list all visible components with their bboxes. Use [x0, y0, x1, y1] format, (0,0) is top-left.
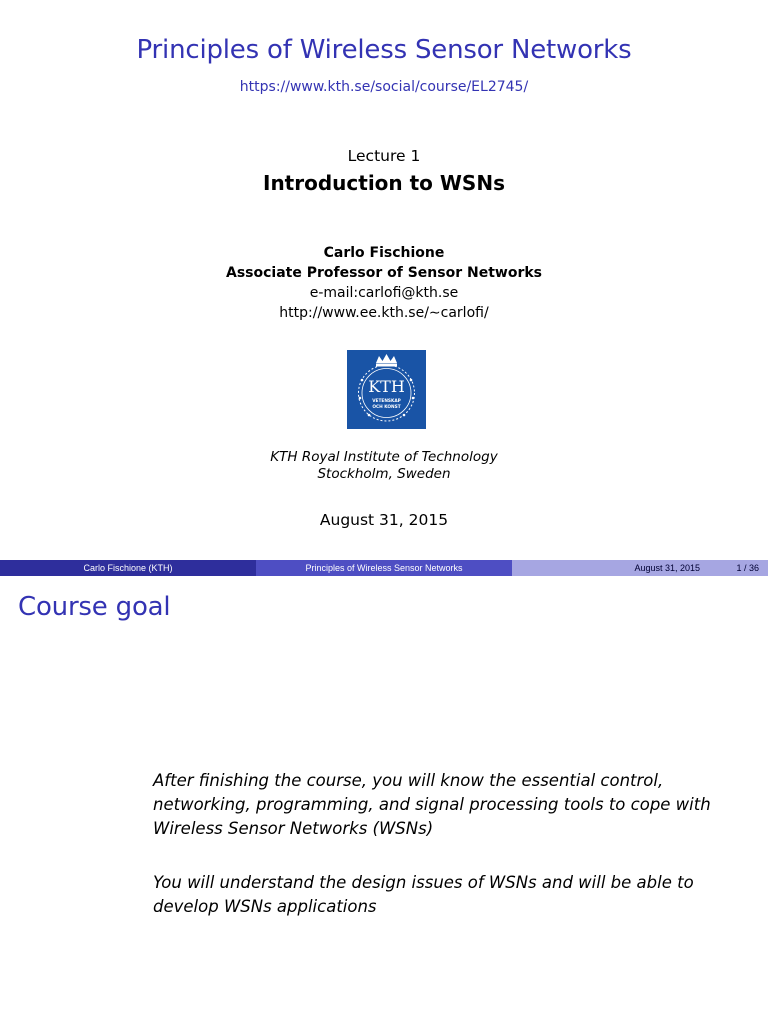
author-role: Associate Professor of Sensor Networks — [225, 265, 543, 281]
course-goal-slide — [0, 576, 768, 1024]
goal-paragraph-2: You will understand the design issues of WSNs and will be able to develop WSNs applications — [153, 873, 694, 916]
goal-paragraph-1: After finishing the course, you will know the essential control, networking, programming, and signal processing tools to cope with Wireless Sensor Networks (WSNs) — [153, 771, 711, 838]
presentation-title: Principles of Wireless Sensor Networks — [136, 35, 632, 65]
footer-date: August 31, 2015 — [634, 563, 700, 573]
logo-motto-2: OCH KONST — [372, 405, 401, 410]
author-email: e-mail:carlofi@kth.se — [309, 285, 459, 301]
author-name: Carlo Fischione — [323, 245, 445, 261]
logo-motto-1: VETENSKAP — [372, 399, 401, 404]
kth-logo-icon — [347, 350, 426, 429]
footer-title: Principles of Wireless Sensor Networks — [256, 560, 512, 576]
lecture-number: Lecture 1 — [347, 147, 421, 165]
logo-text: KTH — [368, 377, 405, 396]
footer-page-number: 1 / 36 — [736, 563, 759, 573]
slide-footer — [0, 560, 768, 576]
institution-name: KTH Royal Institute of Technology — [270, 449, 498, 465]
author-website-link[interactable]: http://www.ee.kth.se/∼carlofi/ — [279, 305, 489, 321]
footer-author: Carlo Fischione (KTH) — [0, 560, 256, 576]
course-url-link[interactable]: https://www.kth.se/social/course/EL2745/ — [239, 79, 529, 95]
institution-location: Stockholm, Sweden — [317, 466, 451, 482]
frame-title: Course goal — [18, 592, 171, 622]
footer-right — [512, 560, 768, 576]
lecture-title: Introduction to WSNs — [263, 171, 505, 195]
presentation-date: August 31, 2015 — [319, 511, 449, 529]
